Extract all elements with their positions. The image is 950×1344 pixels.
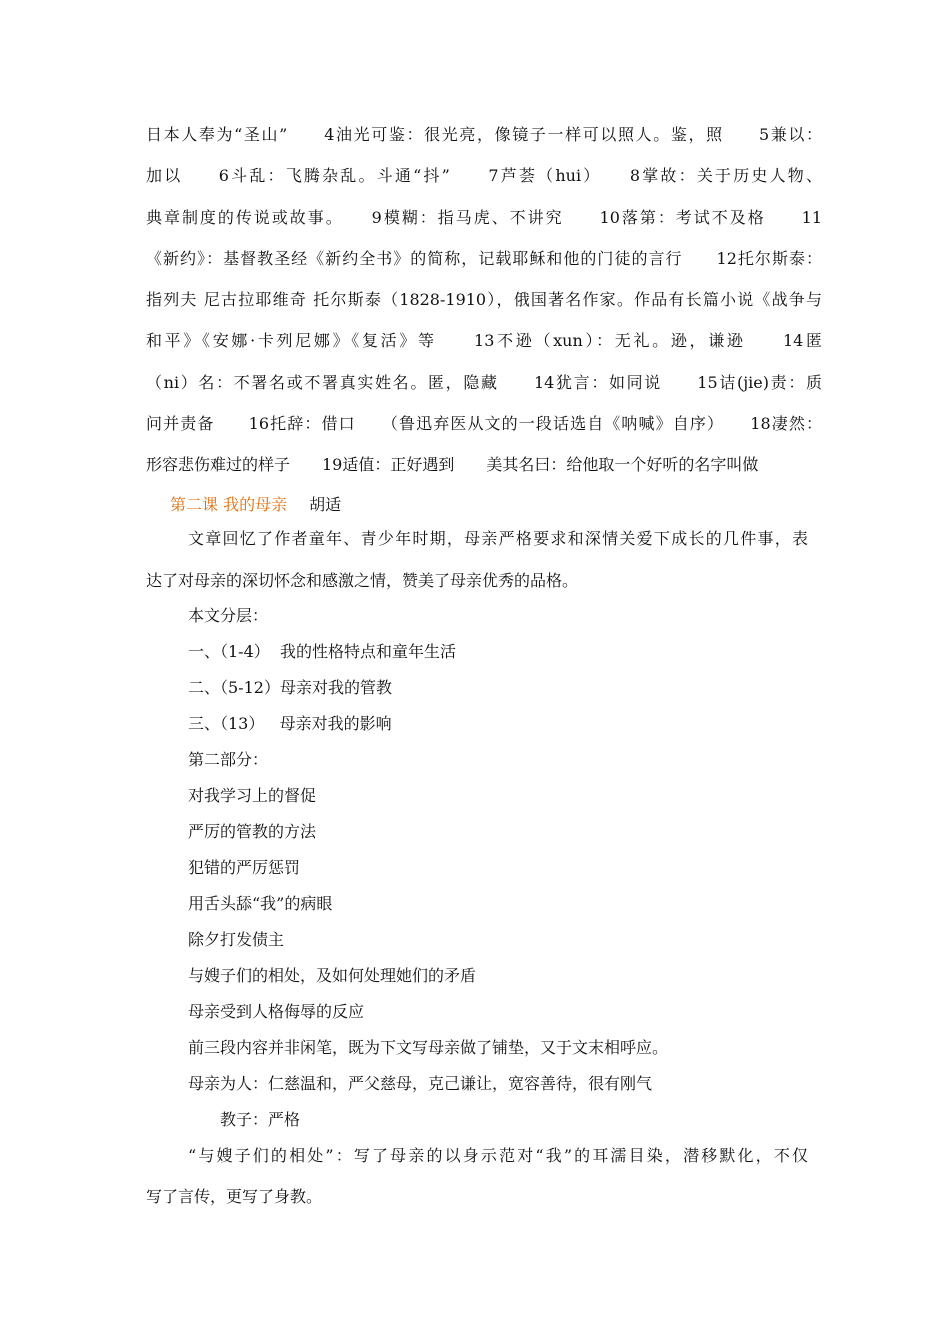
lesson-author: 胡适 — [309, 495, 342, 514]
structure-item: 二、（5-12）母亲对我的管教 — [188, 678, 392, 697]
part-two-item: 与嫂子们的相处，及如何处理她们的矛盾 — [188, 966, 477, 985]
notes-line: 形容悲伤难过的样子 19适值：正好遇到 美其名曰：给他取一个好听的名字叫做 — [146, 455, 759, 475]
part-two-label: 第二部分： — [188, 750, 269, 769]
structure-item: 一、（1-4） 我的性格特点和童年生活 — [188, 642, 456, 661]
notes-line: 和平》《安娜·卡列尼娜》《复活》等 13不逊（xun）：无礼。逊，谦逊 14匿 — [146, 331, 822, 351]
notes-line: （ni）名：不署名或不署真实姓名。匿，隐藏 14犹言：如同说 15诘(jie)责：质 — [146, 372, 822, 392]
part-two-item: 严厉的管教的方法 — [188, 822, 317, 841]
notes-line: 典章制度的传说或故事。 9模糊：指马虎、不讲究 10落第：考试不及格 11 — [146, 207, 822, 227]
notes-line: 加以 6斗乱：飞腾杂乱。斗通“抖” 7芦荟（hui） 8掌故：关于历史人物、 — [146, 166, 822, 186]
summary-line: 达了对母亲的深切怀念和感激之情，赞美了母亲优秀的品格。 — [146, 571, 579, 590]
summary-line: 文章回忆了作者童年、青少年时期，母亲严格要求和深情关爱下成长的几件事，表 — [188, 529, 808, 548]
part-two-item: 对我学习上的督促 — [188, 786, 317, 805]
notes-line: 问并责备 16托辞：借口 （鲁迅弃医从文的一段话选自《呐喊》自序） 18凄然： — [146, 414, 822, 434]
analysis-relation-line: 写了言传，更写了身教。 — [146, 1187, 323, 1206]
analysis-teaching: 教子：严格 — [220, 1110, 301, 1129]
part-two-item: 母亲受到人格侮辱的反应 — [188, 1002, 365, 1021]
notes-line: 日本人奉为“圣山” 4油光可鉴：很光亮，像镜子一样可以照人。鉴，照 5兼以： — [146, 125, 822, 144]
lesson-heading — [170, 493, 341, 517]
vocabulary-notes — [146, 114, 822, 486]
notes-line: 指列夫 尼古拉耶维奇 托尔斯泰（1828-1910），俄国著名作家。作品有长篇小说《战争与 — [146, 290, 822, 310]
analysis-foreshadow: 前三段内容并非闲笔，既为下文写母亲做了铺垫，又于文末相呼应。 — [188, 1038, 669, 1057]
notes-line: 《新约》：基督教圣经《新约全书》的简称，记载耶稣和他的门徒的言行 12托尔斯泰： — [146, 248, 822, 268]
part-two-item: 犯错的严厉惩罚 — [188, 858, 301, 877]
lesson-title: 第二课 我的母亲 — [170, 495, 288, 514]
analysis-relation-line: “与嫂子们的相处”：写了母亲的以身示范对“我”的耳濡目染，潜移默化，不仅 — [188, 1146, 808, 1165]
part-two-item: 用舌头舔“我”的病眼 — [188, 894, 333, 913]
structure-label: 本文分层： — [188, 606, 269, 625]
analysis-character: 母亲为人：仁慈温和，严父慈母，克己谦让，宽容善待，很有刚气 — [188, 1074, 653, 1093]
structure-item: 三、（13） 母亲对我的影响 — [188, 714, 392, 733]
part-two-item: 除夕打发债主 — [188, 930, 285, 949]
